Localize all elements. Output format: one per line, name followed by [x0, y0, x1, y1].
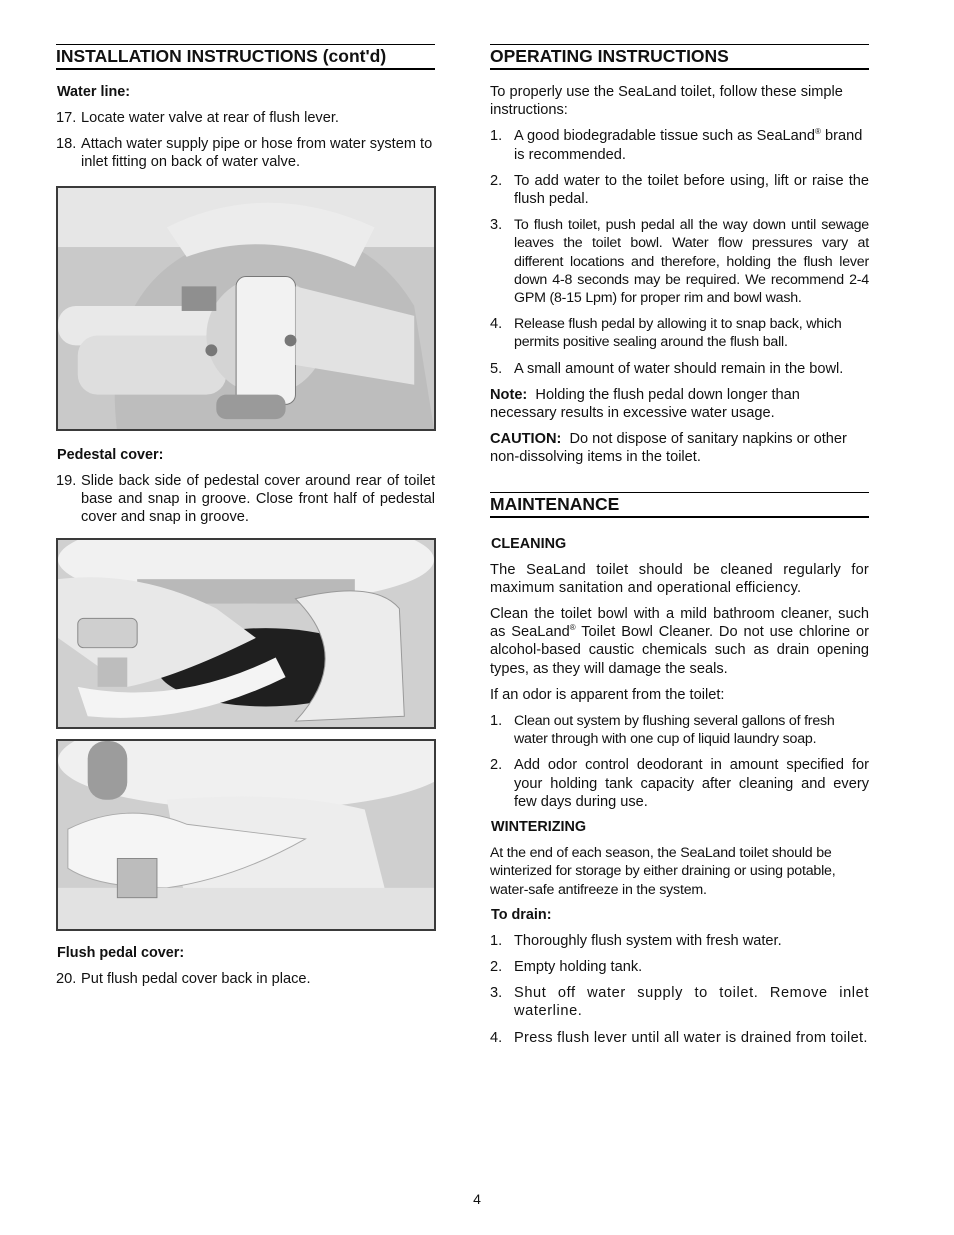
- step-number: 18.: [56, 136, 77, 153]
- water-line-subhead: Water line:: [57, 84, 131, 100]
- step-text: To add water to the toilet before using, lift or raise the flush pedal.: [514, 172, 869, 208]
- step-text: Add odor control deodorant in amount specified for your holding tank capacity after cleaning and every few days during use.: [514, 757, 869, 810]
- step-text: Release flush pedal by allowing it to snap back, which permits positive sealing around the flush ball.: [514, 316, 842, 351]
- step-text: Press flush lever until all water is drained from toilet.: [514, 1029, 868, 1046]
- step-text: Thoroughly flush system with fresh water.: [514, 932, 782, 949]
- step-number: 17.: [56, 110, 77, 126]
- step-number: 1.: [490, 932, 503, 949]
- step-number: 2.: [490, 958, 503, 975]
- list-item: [56, 472, 435, 527]
- to-drain-subhead: To drain:: [491, 906, 552, 923]
- list-item: [56, 135, 435, 171]
- note-label: Note:: [490, 386, 528, 403]
- note-paragraph: [490, 386, 869, 422]
- step-number: 3.: [490, 985, 503, 1002]
- list-item: [490, 1029, 869, 1047]
- step-number: 5.: [490, 360, 503, 377]
- step-text: Clean out system by flushing several gallons of fresh water through with one cup of liquid laundry soap.: [514, 713, 835, 748]
- drain-steps: [490, 932, 869, 1047]
- step-text: A small amount of water should remain in the bowl.: [514, 360, 844, 377]
- step-number: 2.: [490, 172, 503, 189]
- step-number: 20.: [56, 971, 77, 988]
- step-text: Empty holding tank.: [514, 958, 643, 975]
- step-number: 4.: [490, 1029, 503, 1046]
- registered-mark: ®: [815, 127, 821, 137]
- operating-steps: [490, 127, 869, 377]
- step-number: 2.: [490, 757, 503, 774]
- note-text: Holding the flush pedal down longer than necessary results in excessive water usage.: [490, 386, 800, 422]
- pedestal-cover-subhead: Pedestal cover:: [57, 446, 164, 463]
- list-item: [490, 712, 869, 748]
- list-item: [490, 756, 869, 811]
- step-number: 19.: [56, 472, 77, 489]
- caution-label: CAUTION:: [490, 431, 562, 448]
- list-item: [490, 127, 869, 163]
- step-text: Attach water supply pipe or hose from water system to inlet fitting on back of water valve.: [81, 136, 433, 171]
- list-item: [490, 984, 869, 1020]
- step-text: Slide back side of pedestal cover around rear of toilet base and snap in groove. Close front half of pedestal cover and snap in groove.: [81, 472, 435, 526]
- step-text: Shut off water supply to toilet. Remove inlet waterline.: [514, 985, 869, 1020]
- list-item: [490, 172, 869, 208]
- water-valve-photo: [56, 186, 436, 431]
- cleaning-p2-a: Clean the toilet bowl with a mild bathroom cleaner, such as SeaLand: [490, 606, 869, 641]
- list-item: [56, 109, 435, 127]
- step-text-a: A good biodegradable tissue such as SeaLand: [514, 128, 816, 145]
- cleaning-p2-b: Toilet Bowl Cleaner. Do not use chlorine or alcohol-based caustic chemicals such as drain opening types, as they will damage the seals.: [490, 624, 869, 677]
- step-number: 4.: [490, 316, 503, 333]
- caution-text: Do not dispose of sanitary napkins or other non-dissolving items in the toilet.: [490, 431, 847, 466]
- page-number: 4: [473, 1191, 481, 1207]
- winterizing-paragraph: At the end of each season, the SeaLand toilet should be winterized for storage by either draining or using potable, water-safe antifreeze in the system.: [490, 845, 836, 898]
- installation-heading: INSTALLATION INSTRUCTIONS (cont'd): [56, 44, 435, 70]
- water-line-steps: [56, 109, 435, 172]
- step-text: To flush toilet, push pedal all the way down until sewage leaves the toilet bowl. Water flow pressures vary at different locations and therefore, holding the flush lever down 4-8 seconds may be required. We recommend 2-4 GPM (8-15 Lpm) for proper rim and bowl wash.: [514, 217, 869, 307]
- step-number: 1.: [490, 128, 503, 145]
- left-column: [56, 44, 435, 996]
- flush-pedal-cover-subhead: Flush pedal cover:: [57, 945, 185, 962]
- registered-mark: ®: [569, 623, 576, 633]
- maintenance-heading: MAINTENANCE: [490, 492, 869, 518]
- step-text: [514, 127, 869, 163]
- step-text: Locate water valve at rear of flush lever.: [81, 110, 339, 126]
- operating-heading: OPERATING INSTRUCTIONS: [490, 44, 869, 70]
- odor-intro: If an odor is apparent from the toilet:: [490, 686, 725, 703]
- list-item: [490, 932, 869, 950]
- list-item: [56, 970, 435, 988]
- right-column: [490, 44, 869, 1055]
- step-number: 3.: [490, 217, 503, 234]
- pedestal-cover-photo-closed: [56, 739, 436, 931]
- step-text-b: brand is recommended.: [514, 128, 863, 163]
- winterizing-subhead: WINTERIZING: [491, 819, 587, 836]
- cleaning-p2: [490, 605, 869, 678]
- pedestal-cover-photo-open: [56, 538, 436, 729]
- flush-pedal-cover-steps: [56, 970, 435, 988]
- list-item: [490, 958, 869, 976]
- list-item: [490, 216, 869, 307]
- pedestal-cover-steps: [56, 472, 435, 527]
- odor-steps: [490, 712, 869, 811]
- step-number: 1.: [490, 713, 503, 730]
- list-item: [490, 315, 869, 351]
- cleaning-subhead: CLEANING: [491, 535, 567, 552]
- cleaning-p1: The SeaLand toilet should be cleaned regularly for maximum sanitation and operational efficiency.: [490, 561, 869, 596]
- step-text: Put flush pedal cover back in place.: [81, 971, 311, 988]
- caution-paragraph: [490, 430, 869, 466]
- operating-intro: To properly use the SeaLand toilet, follow these simple instructions:: [490, 84, 843, 119]
- list-item: [490, 360, 869, 378]
